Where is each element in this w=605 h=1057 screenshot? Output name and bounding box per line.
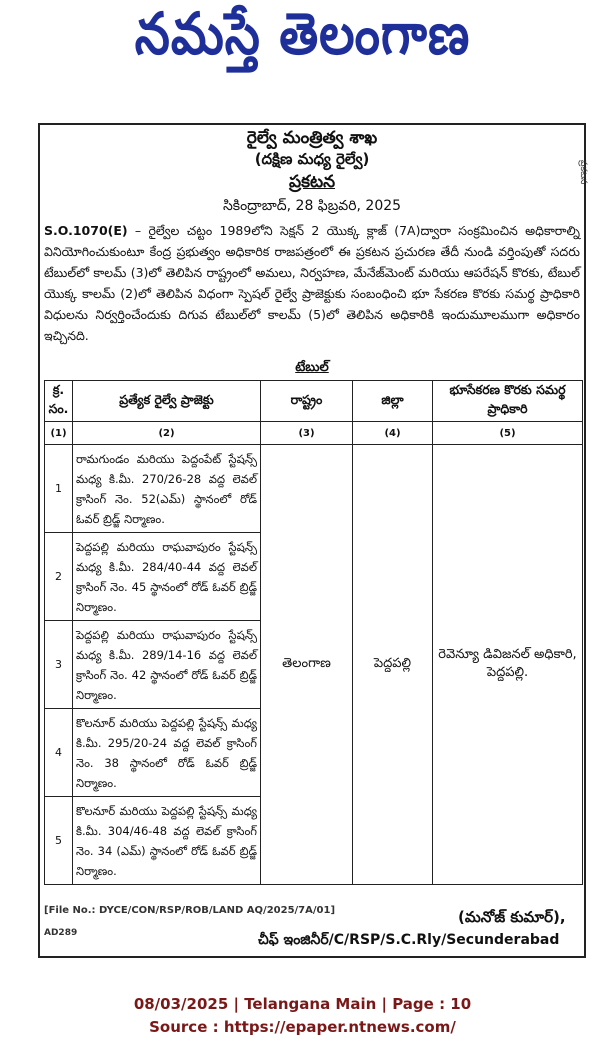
header-district: జిల్లా	[353, 381, 433, 422]
row-sn: 1	[45, 445, 73, 533]
masthead-title: నమస్తే తెలంగాణ	[134, 0, 471, 67]
row-sn: 2	[45, 533, 73, 621]
table-row	[45, 445, 583, 533]
newspaper-masthead	[0, 0, 605, 82]
row-sn: 4	[45, 709, 73, 797]
row-project: పెద్దపల్లి మరియు రాఘవాపురం స్టేషన్స్ మధ్య కి.మీ. 289/14-16 వద్ద లెవల్ క్రాసింగ్ నెం. 42 స్థానంలో రోడ్ ఓవర్ బ్రిడ్జ్ నిర్మాణం.	[73, 621, 261, 709]
notice-heading: ప్రకటన	[288, 172, 336, 192]
table-title: టేబుల్	[295, 360, 329, 375]
header-sn: క్ర. సం.	[45, 381, 73, 422]
authority-cell: రెవెన్యూ డివిజనల్ అధికారి, పెద్దపల్లి.	[433, 445, 583, 885]
signatory-name: (మనోజ్ కుమార్),	[458, 908, 566, 926]
notice-body	[44, 220, 580, 346]
zone-heading: (దక్షిణ మధ్య రైల్వే)	[254, 150, 370, 168]
header-state: రాష్ట్రం	[261, 381, 353, 422]
col-num: (5)	[433, 422, 583, 445]
row-project: రామగుండం మరియు పెద్దంపేట్ స్టేషన్స్ మధ్య కి.మీ. 270/26-28 వద్ద లెవల్ క్రాసింగ్ నెం. 52(ఎమ్) స్థానంలో రోడ్ ఓవర్ బ్రిడ్జ్ నిర్మాణం.	[73, 445, 261, 533]
col-num: (1)	[45, 422, 73, 445]
dateline: సికింద్రాబాద్, 28 ఫిబ్రవరి, 2025	[222, 198, 402, 214]
col-num: (3)	[261, 422, 353, 445]
column-number-row	[45, 422, 583, 445]
row-sn: 3	[45, 621, 73, 709]
file-number: [File No.: DYCE/CON/RSP/ROB/LAND AQ/2025/7A/01]	[44, 905, 336, 916]
side-tag: ప్రకటన	[578, 160, 588, 185]
row-project: పెద్దపల్లి మరియు రాఘవాపురం స్టేషన్స్ మధ్య కి.మీ. 284/40-44 వద్ద లెవల్ క్రాసింగ్ నెం. 45 స్థానంలో రోడ్ ఓవర్ బ్రిడ్జ్ నిర్మాణం.	[73, 533, 261, 621]
col-num: (2)	[73, 422, 261, 445]
row-project: కొలనూర్ మరియు పెద్దపల్లి స్టేషన్స్ మధ్య కి.మీ. 295/20-24 వద్ద లెవల్ క్రాసింగ్ నెం. 38 స్థానంలో రోడ్ ఓవర్ బ్రిడ్జ్ నిర్మాణం.	[73, 709, 261, 797]
signatory-designation: చీఫ్ ఇంజినీర్/C/RSP/S.C.Rly/Secunderabad	[258, 932, 560, 948]
col-num: (4)	[353, 422, 433, 445]
row-project: కొలనూర్ మరియు పెద్దపల్లి స్టేషన్స్ మధ్య కి.మీ. 304/46-48 వద్ద లెవల్ క్రాసింగ్ నెం. 34 (ఎమ్) స్థానంలో రోడ్ ఓవర్ బ్రిడ్జ్ నిర్మాణం.	[73, 797, 261, 885]
header-project: ప్రత్యేక రైల్వే ప్రాజెక్టు	[73, 381, 261, 422]
row-sn: 5	[45, 797, 73, 885]
district-cell: పెద్దపల్లి	[353, 445, 433, 885]
notice-body-text: – రైల్వేల చట్టం 1989లోని సెక్షన్ 2 యొక్క క్లాజ్ (7A)ద్వారా సంక్రమించిన అధికారాల్ని వినియోగించుకుంటూ కేంద్ర ప్రభుత్వం అధికారిక రాజపత్రంలో ఈ ప్రకటన ప్రచురణ తేదీ నుండి వర్తింపుతో సదరు టేబుల్‌లో కాలమ్ (3)లో తెలిపిన రాష్ట్రంలో అమలు, నిర్వహణ, మేనేజ్‌మెంట్ మరియు ఆపరేషన్ కొరకు, టేబుల్ యొక్క కాలమ్ (2)లో తెలిపిన విధంగా స్పెషల్ రైల్వే ప్రాజెక్టుకు సంబంధించి భూ సేకరణ కొరకు సమర్థ ప్రాధికారి విధులను నిర్వర్తించేందుకు దిగువ టేబుల్‌లో కాలమ్ (5)లో తెలిపిన అధికారికి ఇందుమూలముగా అధికారం ఇచ్చినది.	[44, 223, 580, 343]
table-header-row	[45, 381, 583, 422]
state-cell: తెలంగాణ	[261, 445, 353, 885]
ad-code: AD289	[44, 928, 78, 938]
page-footer-source: Source : https://epaper.ntnews.com/	[149, 1018, 456, 1036]
page-footer-date: 08/03/2025 | Telangana Main | Page : 10	[133, 995, 472, 1013]
header-authority: భూసేకరణ కొరకు సమర్థ ప్రాధికారి	[433, 381, 583, 422]
ministry-heading: రైల్వే మంత్రిత్వ శాఖ	[246, 128, 378, 148]
so-number: S.O.1070(E)	[44, 223, 128, 238]
project-table	[44, 380, 583, 885]
